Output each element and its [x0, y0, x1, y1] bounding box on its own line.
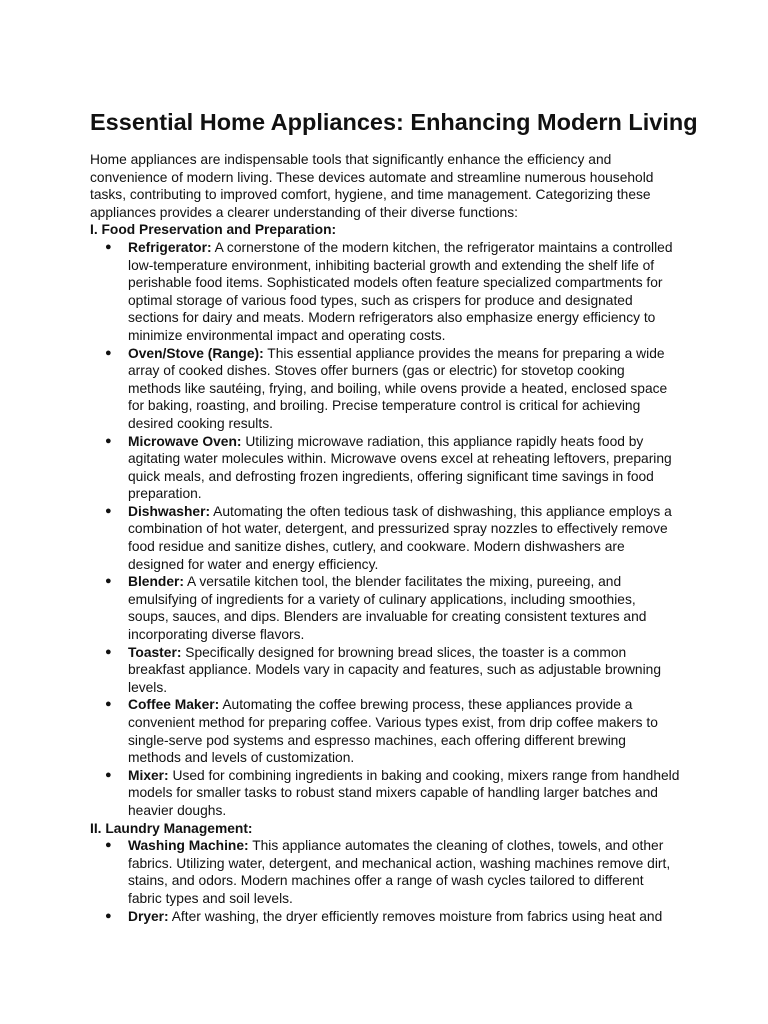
item-term: Dishwasher:: [128, 503, 211, 519]
item-term: Oven/Stove (Range):: [128, 345, 264, 361]
bullet-icon: ●: [105, 504, 112, 517]
item-description: Specifically designed for browning bread slices, the toaster is a common breakfast appliance. Models vary in capacity and features, such as adjustable browning levels.: [128, 644, 662, 695]
bullet-icon: ●: [105, 645, 112, 658]
bullet-icon: ●: [105, 909, 112, 922]
bullet-icon: ●: [105, 240, 112, 253]
intro-paragraph: Home appliances are indispensable tools that significantly enhance the efficiency and convenience of modern living. These devices automate and streamline numerous household tasks, contributing to improved comfort, hygiene, and time management. Categorizing these appliances provides a clearer understanding of their diverse functions:: [90, 152, 654, 220]
list-item-toaster: [90, 644, 680, 697]
list-item-refrigerator: [90, 239, 680, 345]
item-term: Washing Machine:: [128, 838, 249, 854]
item-description: Automating the often tedious task of dishwashing, this appliance employs a combination of hot water, detergent, and pressurized spray nozzles to effectively remove food residue and sanitize dishes, cutlery, and cookware. Modern dishwashers are designed for water and energy efficiency.: [128, 503, 672, 572]
appliance-list: [90, 239, 680, 820]
item-description: A versatile kitchen tool, the blender facilitates the mixing, pureeing, and emulsifying of ingredients for a variety of culinary applications, including smoothies, soups, sauces, and dips. Blenders are invaluable for creating consistent textures and incorporating diverse flavors.: [128, 574, 647, 643]
list-item-washing-machine: [90, 837, 680, 907]
bullet-icon: ●: [105, 346, 112, 359]
document-page: [90, 108, 698, 925]
bullet-icon: ●: [105, 575, 112, 588]
item-description: After washing, the dryer efficiently removes moisture from fabrics using heat and: [168, 908, 663, 924]
list-item-microwave-oven: [90, 433, 680, 503]
section-heading: II. Laundry Management:: [90, 820, 253, 836]
item-description: Utilizing microwave radiation, this appliance rapidly heats food by agitating water molecules within. Microwave ovens excel at reheating leftovers, preparing quick meals, and defrosting frozen ingredients, offering significant time savings in food preparation.: [128, 433, 672, 502]
list-item-dishwasher: [90, 503, 680, 573]
item-term: Refrigerator:: [128, 239, 212, 255]
item-description: This essential appliance provides the means for preparing a wide array of cooked dishes. Stoves offer burners (gas or electric) for stovetop cooking methods like sautéing, frying, and boiling, while ovens provide a heated, enclosed space for baking, roasting, and broiling. Precise temperature control is critical for achieving desired cooking results.: [128, 345, 668, 431]
item-description: This appliance automates the cleaning of clothes, towels, and other fabrics. Utilizing water, detergent, and mechanical action, washing machines remove dirt, stains, and odors. Modern machines offer a range of wash cycles tailored to different fabric types and soil levels.: [128, 838, 671, 906]
document-title: Essential Home Appliances: Enhancing Modern Living: [90, 109, 698, 135]
bullet-icon: ●: [105, 434, 112, 447]
appliance-list: [90, 837, 680, 925]
item-term: Toaster:: [128, 644, 182, 660]
list-item-coffee-maker: [90, 696, 680, 766]
item-term: Microwave Oven:: [128, 433, 242, 449]
item-term: Mixer:: [128, 767, 169, 783]
list-item-blender: [90, 573, 680, 643]
bullet-icon: ●: [105, 839, 112, 852]
item-term: Coffee Maker:: [128, 697, 220, 713]
item-description: A cornerstone of the modern kitchen, the refrigerator maintains a controlled low-temperature environment, inhibiting bacterial growth and extending the shelf life of perishable food items. Sophisticated models often feature specialized compartments for optimal storage of various food types, such as crispers for produce and designated sections for dairy and meats. Modern refrigerators also emphasize energy efficiency to minimize environmental impact and operating costs.: [128, 239, 673, 343]
section-laundry-management: [90, 820, 680, 926]
section-food-preservation: [90, 221, 680, 819]
item-description: Automating the coffee brewing process, these appliances provide a convenient method for preparing coffee. Various types exist, from drip coffee makers to single-serve pod systems and espresso machines, each offering different brewing methods and levels of customization.: [128, 697, 658, 766]
bullet-icon: ●: [105, 698, 112, 711]
section-heading: I. Food Preservation and Preparation:: [90, 222, 337, 238]
item-term: Blender:: [128, 574, 184, 590]
bullet-icon: ●: [105, 768, 112, 781]
item-description: Used for combining ingredients in baking and cooking, mixers range from handheld models for smaller tasks to robust stand mixers capable of handling larger batches and heavier doughs.: [128, 767, 680, 818]
item-term: Dryer:: [128, 908, 169, 924]
list-item-mixer: [90, 767, 680, 820]
list-item-oven-stove: [90, 345, 680, 433]
list-item-dryer: [90, 908, 680, 926]
